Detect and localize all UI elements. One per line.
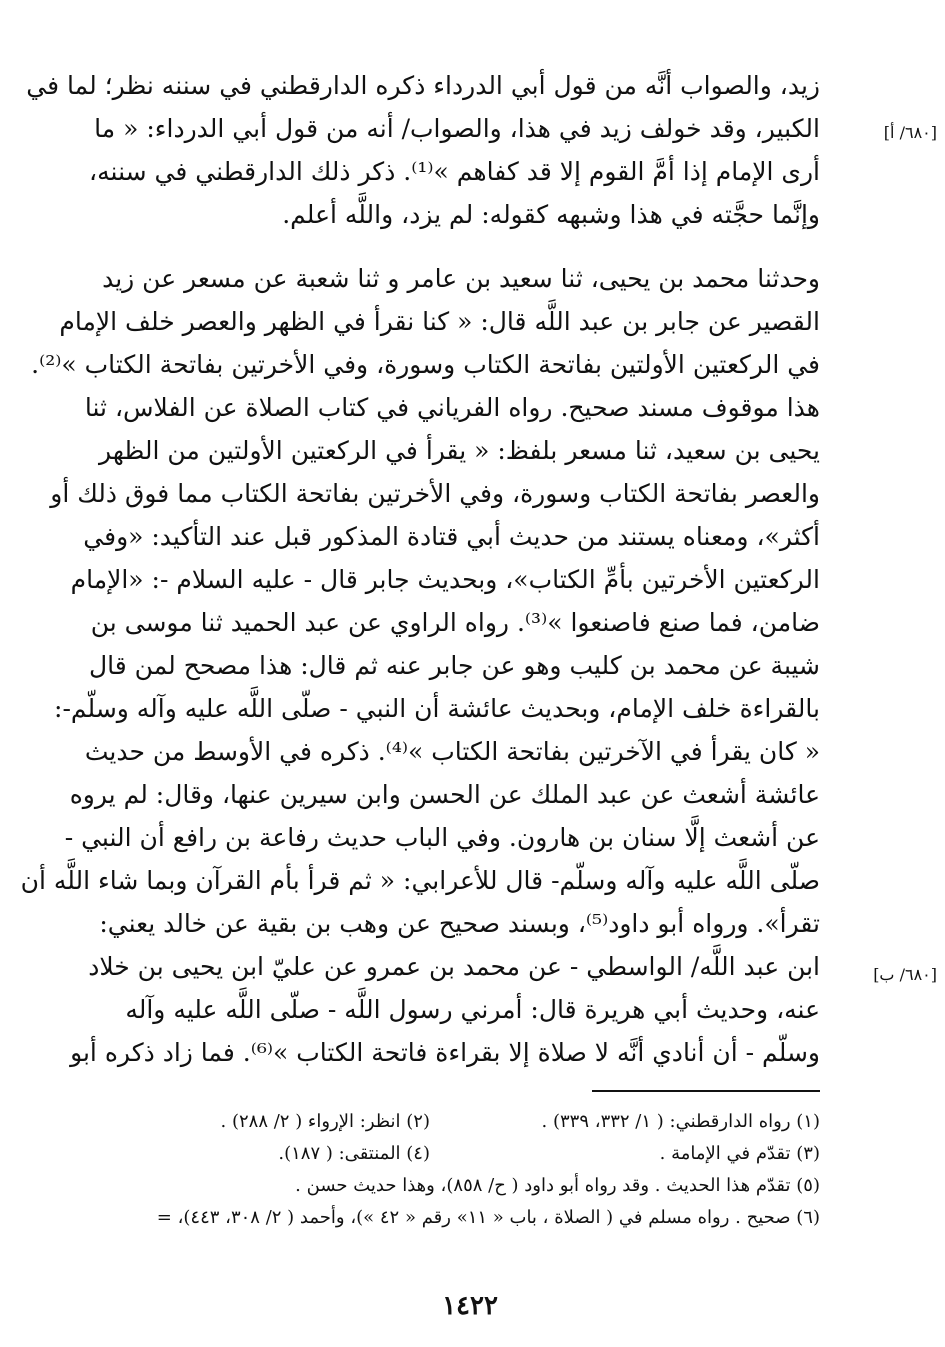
paragraph-2 xyxy=(20,257,820,1074)
text-line: صلّى اللَّه عليه وآله وسلّم- قال للأعرابي: « ثم قرأ بأم القرآن وبما شاء اللَّه أن xyxy=(20,866,820,895)
text-line: عائشة أشعث عن عبد الملك عن الحسن وابن سيرين عنها، وقال: لم يروه xyxy=(69,780,820,809)
footnotes xyxy=(60,1106,820,1234)
footnote-4: (٤) المنتقى: ( ١٨٧). xyxy=(278,1143,430,1164)
footnote-row xyxy=(60,1138,820,1170)
text-line: الكبير، وقد خولف زيد في هذا، والصواب/ أنه من قول أبي الدرداء: « ما xyxy=(94,114,820,143)
paragraph-1 xyxy=(26,64,820,236)
footnote-row xyxy=(60,1106,820,1138)
footnote-1: (١) رواه الدارقطني: ( ١/ ٣٣٢، ٣٣٩) . xyxy=(541,1111,820,1132)
footnote-5: (٥) تقدّم هذا الحديث . وقد رواه أبو داود ( ح/ ٨٥٨)، وهذا حديث حسن . xyxy=(295,1175,820,1196)
text-line: وسلّم - أن أنادي أنَّه لا صلاة إلا بقراءة فاتحة الكتاب »⁽⁶⁾. فما زاد ذكره أبو xyxy=(70,1038,820,1067)
text-line: وحدثنا محمد بن يحيى، ثنا سعيد بن عامر و ثنا شعبة عن مسعر عن زيد xyxy=(102,264,820,293)
text-line: وإنَّما حجَّته في هذا وشبهه كقوله: لم يزد، واللَّه أعلم. xyxy=(282,200,820,229)
text-line: ابن عبد اللَّه/ الواسطي - عن محمد بن عمرو عن عليّ ابن يحيى بن خلاد xyxy=(88,952,820,981)
text-line: عنه، وحديث أبي هريرة قال: أمرني رسول اللَّه - صلّى اللَّه عليه وآله xyxy=(125,995,820,1024)
text-line: بالقراءة خلف الإمام، وبحديث عائشة أن النبي - صلّى اللَّه عليه وآله وسلّم-: xyxy=(54,694,820,723)
manuscript-folio-marker: [٦٨٠/ ب] xyxy=(873,965,937,984)
text-line: والعصر بفاتحة الكتاب وسورة، وفي الأخرتين بفاتحة الكتاب مما فوق ذلك أو xyxy=(50,479,820,508)
footnote-3: (٣) تقدّم في الإمامة . xyxy=(659,1143,820,1164)
text-line: ضامن، فما صنع فاصنعوا »⁽³⁾. رواه الراوي عن عبد الحميد ثنا موسى بن xyxy=(90,608,820,637)
text-line: عن أشعث إلَّا سنان بن هارون. وفي الباب حديث رفاعة بن رافع أن النبي - xyxy=(64,823,820,852)
text-line: شيبة عن محمد بن كليب وهو عن جابر عنه ثم قال: هذا مصحح لمن قال xyxy=(89,651,820,680)
text-line: أرى الإمام إذا أمَّ القوم إلا قد كفاهم »⁽¹⁾. ذكر ذلك الدارقطني في سننه، xyxy=(89,157,820,186)
text-line: الركعتين الأخرتين بأمِّ الكتاب»، وبحديث جابر قال - عليه السلام -: «الإمام xyxy=(70,565,820,594)
text-line: تقرأ». ورواه أبو داود⁽⁵⁾، وبسند صحيح عن وهب بن بقية عن خالد يعني: xyxy=(99,909,820,938)
footnote-2: (٢) انظر: الإرواء ( ٢/ ٢٨٨) . xyxy=(220,1111,430,1132)
manuscript-folio-marker: [٦٨٠/ أ] xyxy=(883,123,937,142)
text-line: أكثر»، ومعناه يستند من حديث أبي قتادة المذكور قبل عند التأكيد: «وفي xyxy=(83,522,820,551)
page-number: ١٤٢٢ xyxy=(442,1291,498,1321)
footnote-6: (٦) صحيح . رواه مسلم في ( الصلاة ، باب « ١١» رقم « ٤٢ »)، وأحمد ( ٢/ ٣٠٨، ٤٤٣)، = xyxy=(156,1207,820,1228)
text-line: زيد، والصواب أنَّه من قول أبي الدرداء ذكره الدارقطني في سننه نظر؛ لما في xyxy=(26,71,820,100)
text-line: يحيى بن سعيد، ثنا مسعر بلفظ: « يقرأ في الركعتين الأولتين من الظهر xyxy=(99,436,820,465)
text-line: في الركعتين الأولتين بفاتحة الكتاب وسورة، وفي الأخرتين بفاتحة الكتاب »⁽²⁾. xyxy=(31,350,820,379)
text-line: هذا موقوف مسند صحيح. رواه الفرياني في كتاب الصلاة عن الفلاس، ثنا xyxy=(84,393,820,422)
text-line: القصير عن جابر بن عبد اللَّه قال: « كنا نقرأ في الظهر والعصر خلف الإمام xyxy=(59,307,820,336)
footnote-separator xyxy=(592,1090,820,1092)
text-line: « كان يقرأ في الآخرتين بفاتحة الكتاب »⁽⁴⁾. ذكره في الأوسط من حديث xyxy=(84,737,820,766)
